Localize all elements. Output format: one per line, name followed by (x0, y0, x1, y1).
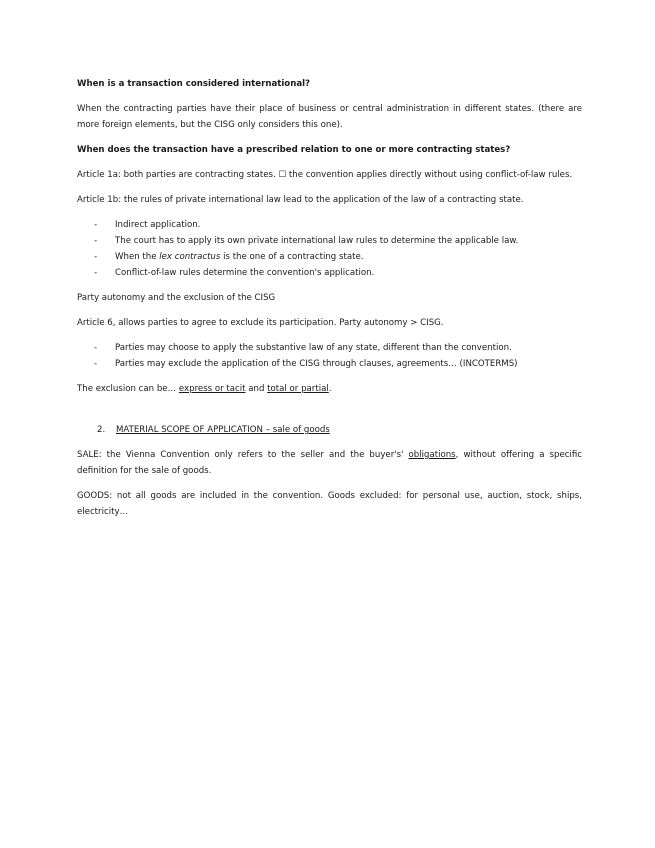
paragraph-article-1b: Article 1b: the rules of private international law lead to the application of the law of a contracting state. (77, 195, 524, 205)
paragraph-article-1a: Article 1a: both parties are contracting states. ☐ the convention applies directly without using conflict-of-law rules. (77, 170, 573, 180)
section-number: 2. (97, 425, 106, 435)
party-autonomy-heading: Party autonomy and the exclusion of the CISG (77, 293, 276, 303)
list-item: - Parties may exclude the application of the CISG through clauses, agreements… (INCOTERMS) (77, 356, 582, 372)
dash-bullet: - (94, 220, 98, 230)
dash-bullet: - (94, 252, 98, 262)
section-title: MATERIAL SCOPE OF APPLICATION – sale of goods (116, 425, 330, 435)
lex-contractus-term: lex contractus (159, 252, 221, 262)
underlined-express-or-tacit: express or tacit (178, 384, 246, 394)
paragraph-goods: GOODS: not all goods are included in the convention. Goods excluded: for personal use, auction, stock, ships, electricity… (77, 491, 582, 517)
paragraph-sale: SALE: the Vienna Convention only refers to the seller and the buyer's' obligations, without offering a specific definition for the sale of goods. (77, 450, 582, 476)
party-autonomy-list (77, 340, 582, 372)
document-body (77, 76, 582, 529)
section-heading-material-scope (77, 422, 582, 438)
dash-bullet: - (94, 343, 98, 353)
list-item: - Parties may choose to apply the substantive law of any state, different than the convention. (77, 340, 582, 356)
underlined-obligations: obligations (408, 450, 456, 460)
list-item: - The court has to apply its own private international law rules to determine the applicable law. (77, 233, 582, 249)
question-prescribed-relation: When does the transaction have a prescribed relation to one or more contracting states? (77, 145, 511, 155)
dash-bullet: - (94, 359, 98, 369)
paragraph-international-answer: When the contracting parties have their place of business or central administration in different states. (there are more foreign elements, but the CISG only considers this one). (77, 104, 582, 130)
underlined-total-or-partial: total or partial (267, 384, 329, 394)
paragraph-article-6: Article 6, allows parties to agree to exclude its participation. Party autonomy > CISG. (77, 318, 444, 328)
article-1b-list (77, 217, 582, 281)
list-item: - Conflict-of-law rules determine the convention's application. (77, 265, 582, 281)
question-international: When is a transaction considered international? (77, 79, 311, 89)
list-item: - When the lex contractus is the one of a contracting state. (77, 249, 582, 265)
list-item: - Indirect application. (77, 217, 582, 233)
dash-bullet: - (94, 268, 98, 278)
paragraph-exclusion: The exclusion can be… express or tacit and total or partial. (77, 384, 332, 394)
dash-bullet: - (94, 236, 98, 246)
